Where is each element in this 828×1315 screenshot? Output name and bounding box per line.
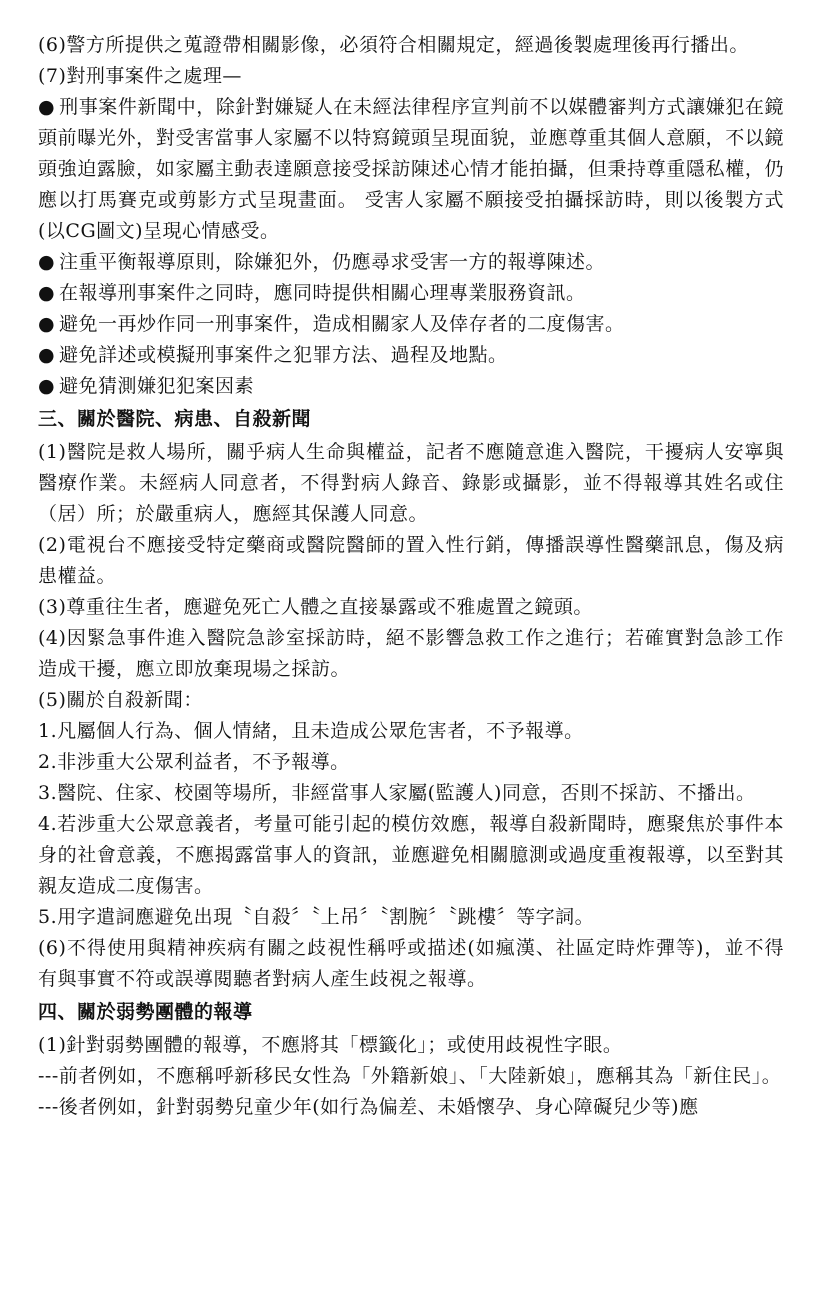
suicide-rule-5: 5.用字遣詞應避免出現〝自殺〞〝上吊〞〝割腕〞〝跳樓〞等字詞。 — [38, 906, 595, 928]
suicide-rule-4: 4.若涉重大公眾意義者，考量可能引起的模仿效應，報導自殺新聞時，應聚焦於事件本身的社會意義，不應揭露當事人的資訊，並應避免相關臆測或過度重複報導，以至對其親友造成二度傷害。 — [38, 813, 784, 897]
bullet-icon: ● — [38, 313, 56, 335]
bullet-item — [38, 340, 784, 371]
bullet-icon: ● — [38, 375, 56, 397]
bullet-item — [38, 92, 784, 247]
bullet-text: 避免一再炒作同一刑事案件，造成相關家人及倖存者的二度傷害。 — [59, 313, 625, 335]
section-3-item-2: (2)電視台不應接受特定藥商或醫院醫師的置入性行銷，傳播誤導性醫藥訊息，傷及病患權益。 — [38, 534, 784, 587]
bullet-text: 在報導刑事案件之同時，應同時提供相關心理專業服務資訊。 — [59, 282, 586, 304]
bullet-icon: ● — [38, 282, 56, 304]
section-heading-3: 三、關於醫院、病患、自殺新聞 — [38, 408, 312, 430]
bullet-item — [38, 371, 784, 402]
bullet-item — [38, 278, 784, 309]
paragraph-7-title: (7)對刑事案件之處理— — [38, 65, 242, 87]
paragraph-6: (6)警方所提供之蒐證帶相關影像，必須符合相關規定，經過後製處理後再行播出。 — [38, 34, 749, 56]
bullet-icon: ● — [38, 96, 56, 118]
bullet-text: 刑事案件新聞中，除針對嫌疑人在未經法律程序宣判前不以媒體審判方式讓嫌犯在鏡頭前曝光外，對受害當事人家屬不以特寫鏡頭呈現面貌，並應尊重其個人意願，不以鏡頭強迫露臉，如家屬主動表達願意接受採訪陳述心情才能拍攝，但秉持尊重隱私權，仍應以打馬賽克或剪影方式呈現畫面。 受害人家屬不願接受拍攝採訪時，則以後製方式(以CG圖文)呈現心情感受。 — [38, 96, 784, 242]
section-3-item-6: (6)不得使用與精神疾病有關之歧視性稱呼或描述(如瘋漢、社區定時炸彈等)，並不得有與事實不符或誤導閱聽者對病人產生歧視之報導。 — [38, 937, 784, 990]
section-3-item-4: (4)因緊急事件進入醫院急診室採訪時，絕不影響急救工作之進行；若確實對急診工作造成干擾，應立即放棄現場之採訪。 — [38, 627, 784, 680]
bullet-text: 注重平衡報導原則，除嫌犯外，仍應尋求受害一方的報導陳述。 — [59, 251, 606, 273]
suicide-rule-3: 3.醫院、住家、校園等場所，非經當事人家屬(監護人)同意，否則不採訪、不播出。 — [38, 782, 756, 804]
bullet-icon: ● — [38, 251, 56, 273]
suicide-rule-2: 2.非涉重大公眾利益者，不予報導。 — [38, 751, 350, 773]
suicide-rule-1: 1.凡屬個人行為、個人情緒，且未造成公眾危害者，不予報導。 — [38, 720, 584, 742]
bullet-item — [38, 247, 784, 278]
section-4-example-2: ---後者例如，針對弱勢兒童少年(如行為偏差、未婚懷孕、身心障礙兒少等)應 — [38, 1096, 699, 1118]
section-4-example-1: ---前者例如，不應稱呼新移民女性為「外籍新娘」、「大陸新娘」，應稱其為「新住民」。 — [38, 1065, 782, 1087]
bullet-icon: ● — [38, 344, 56, 366]
section-3-item-3: (3)尊重往生者，應避免死亡人體之直接暴露或不雅處置之鏡頭。 — [38, 596, 593, 618]
bullet-text: 避免詳述或模擬刑事案件之犯罪方法、過程及地點。 — [59, 344, 508, 366]
bullet-item — [38, 309, 784, 340]
bullet-text: 避免猜測嫌犯犯案因素 — [59, 375, 255, 397]
section-4-item-1: (1)針對弱勢團體的報導，不應將其「標籤化」；或使用歧視性字眼。 — [38, 1034, 623, 1056]
section-3-item-5: (5)關於自殺新聞： — [38, 689, 203, 711]
section-heading-4: 四、關於弱勢團體的報導 — [38, 1001, 253, 1023]
section-3-item-1: (1)醫院是救人場所，關乎病人生命與權益，記者不應隨意進入醫院，干擾病人安寧與醫療作業。未經病人同意者，不得對病人錄音、錄影或攝影，並不得報導其姓名或住（居）所；於嚴重病人，應經其保護人同意。 — [38, 441, 784, 525]
